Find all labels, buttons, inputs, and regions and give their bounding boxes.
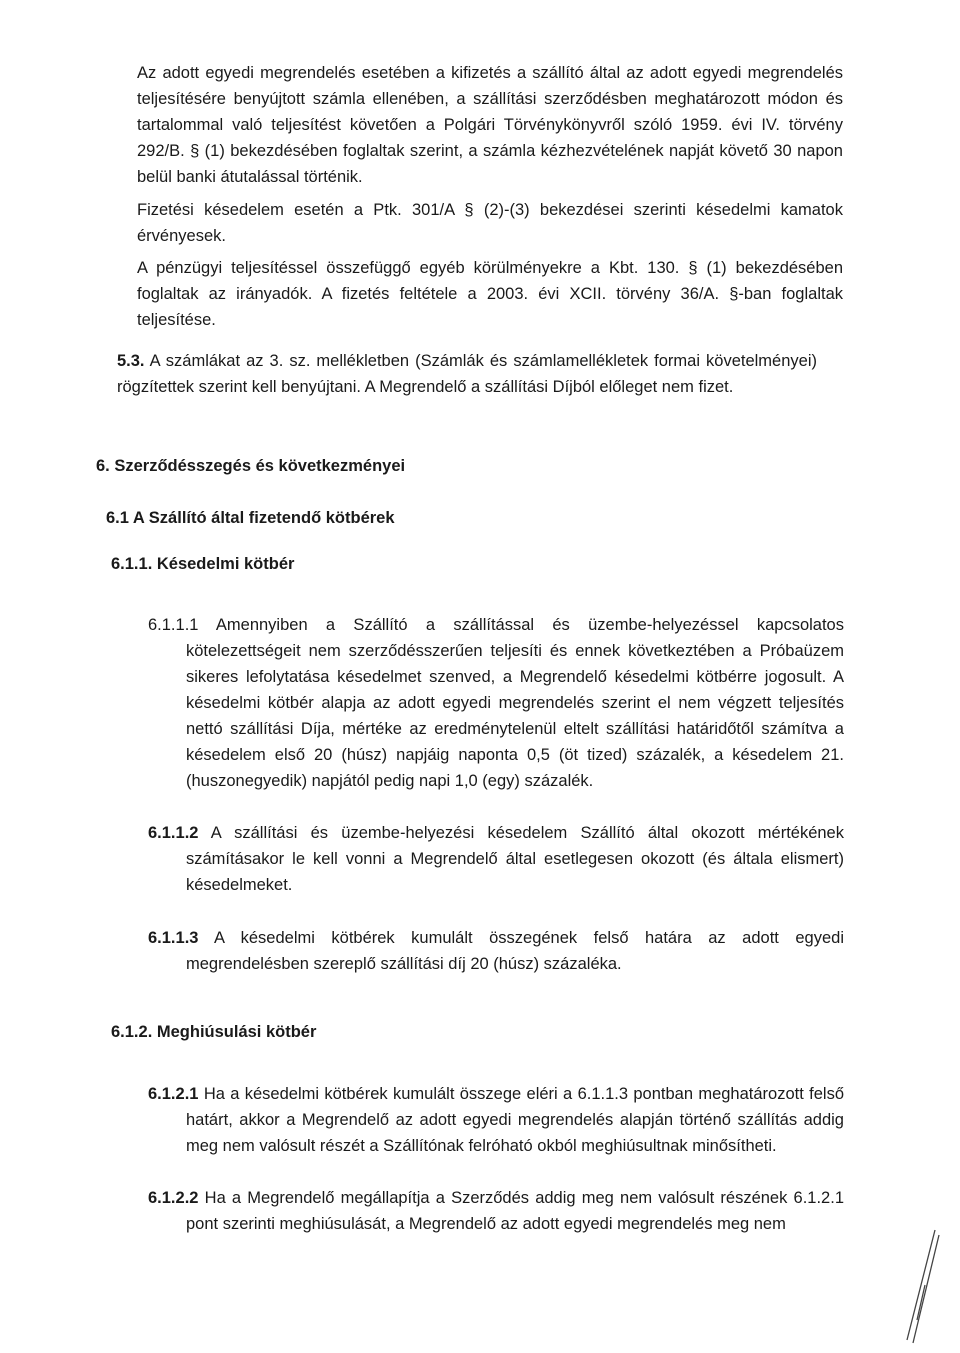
section-6-1-2-2 xyxy=(148,1185,844,1237)
section-5-3-text: A számlákat az 3. sz. mellékletben (Számlák és számlamellékletek formai követelményei) rögzítettek szerint kell benyújtani. A Megrendelő a szállítási Díjból előleget nem fizet. xyxy=(117,352,817,396)
section-6-1-1-2 xyxy=(148,820,844,898)
section-6-1-1-3 xyxy=(148,925,844,977)
section-6-1-2-1-text: Ha a késedelmi kötbérek kumulált összege eléri a 6.1.1.3 pontban meghatározott felső határt, akkor a Megrendelő az adott egyedi megrendelés alapján történő szállítás addig meg nem valósult részét a Szállítónak felróható okból meghiúsultnak minősítheti. xyxy=(186,1085,844,1155)
section-6-1-1-heading: 6.1.1. Késedelmi kötbér xyxy=(111,555,295,573)
section-6-1-2-heading: 6.1.2. Meghiúsulási kötbér xyxy=(111,1023,317,1041)
late-payment-paragraph: Fizetési késedelem esetén a Ptk. 301/A § (2)-(3) bekezdései szerinti késedelmi kamatok érvényesek. xyxy=(137,201,843,245)
section-6-1-1-3-number: 6.1.1.3 xyxy=(148,929,199,947)
section-6-1-1-3-text: A késedelmi kötbérek kumulált összegének felső határa az adott egyedi megrendelésben szereplő szállítási díj 20 (húsz) százaléka. xyxy=(186,929,844,973)
section-6-1-2-1 xyxy=(148,1081,844,1159)
section-6-1-2-1-number: 6.1.2.1 xyxy=(148,1085,199,1103)
section-6-1-1-2-number: 6.1.1.2 xyxy=(148,824,199,842)
section-6-1-1-1-number: 6.1.1.1 xyxy=(148,616,199,634)
section-5-3-number: 5.3. xyxy=(117,352,145,370)
signature-mark xyxy=(895,1225,945,1345)
section-6-1-1-1 xyxy=(148,612,844,794)
section-6-heading: 6. Szerződésszegés és következményei xyxy=(96,457,406,475)
section-6-1-2-2-text: Ha a Megrendelő megállapítja a Szerződés addig meg nem valósult részének 6.1.2.1 pont szerinti meghiúsulását, a Megrendelő az adott egyedi megrendelés meg nem xyxy=(186,1189,844,1233)
section-6-1-1-1-text: Amennyiben a Szállító a szállítással és üzembe-helyezéssel kapcsolatos kötelezettségeit nem szerződésszerűen teljesíti és ennek következtében a Próbaüzem sikeres lefolytatása késedelmet szenved, a Megrendelő késedelmi kötbérre jogosult. A késedelmi kötbér alapja az adott egyedi megrendelés szerint el nem végzett teljesítés nettó szállítási Díja, mértéke az eredménytelenül eltelt szállítási határidőtől számítva a késedelem első 20 (húsz) napjáig naponta 0,5 (öt tized) százalék, a késedelem 21. (huszonegyedik) napjától pedig napi 1,0 (egy) százalék. xyxy=(186,616,844,790)
section-6-1-heading: 6.1 A Szállító által fizetendő kötbérek xyxy=(106,509,395,527)
payment-paragraph: Az adott egyedi megrendelés esetében a kifizetés a szállító által az adott egyedi megrendelés teljesítésére benyújtott számla ellenében, a szállítási szerződésben meghatározott módon és tartalommal való teljesítést követően a Polgári Törvénykönyvről szóló 1959. évi IV. törvény 292/B. § (1) bekezdésében foglaltak szerint, a számla kézhezvételének napját követő 30 napon belül banki átutalással történik. xyxy=(137,64,843,186)
section-6-1-1-2-text: A szállítási és üzembe-helyezési késedelem Szállító által okozott mértékének számításakor le kell vonni a Megrendelő által esetlegesen okozott (és általa elismert) késedelmeket. xyxy=(186,824,844,894)
section-5-3 xyxy=(117,348,817,400)
section-6-1-2-2-number: 6.1.2.2 xyxy=(148,1189,199,1207)
financial-conditions-paragraph: A pénzügyi teljesítéssel összefüggő egyéb körülményekre a Kbt. 130. § (1) bekezdésében foglaltak az irányadók. A fizetés feltétele a 2003. évi XCII. törvény 36/A. §-ban foglaltak teljesítése. xyxy=(137,259,843,329)
